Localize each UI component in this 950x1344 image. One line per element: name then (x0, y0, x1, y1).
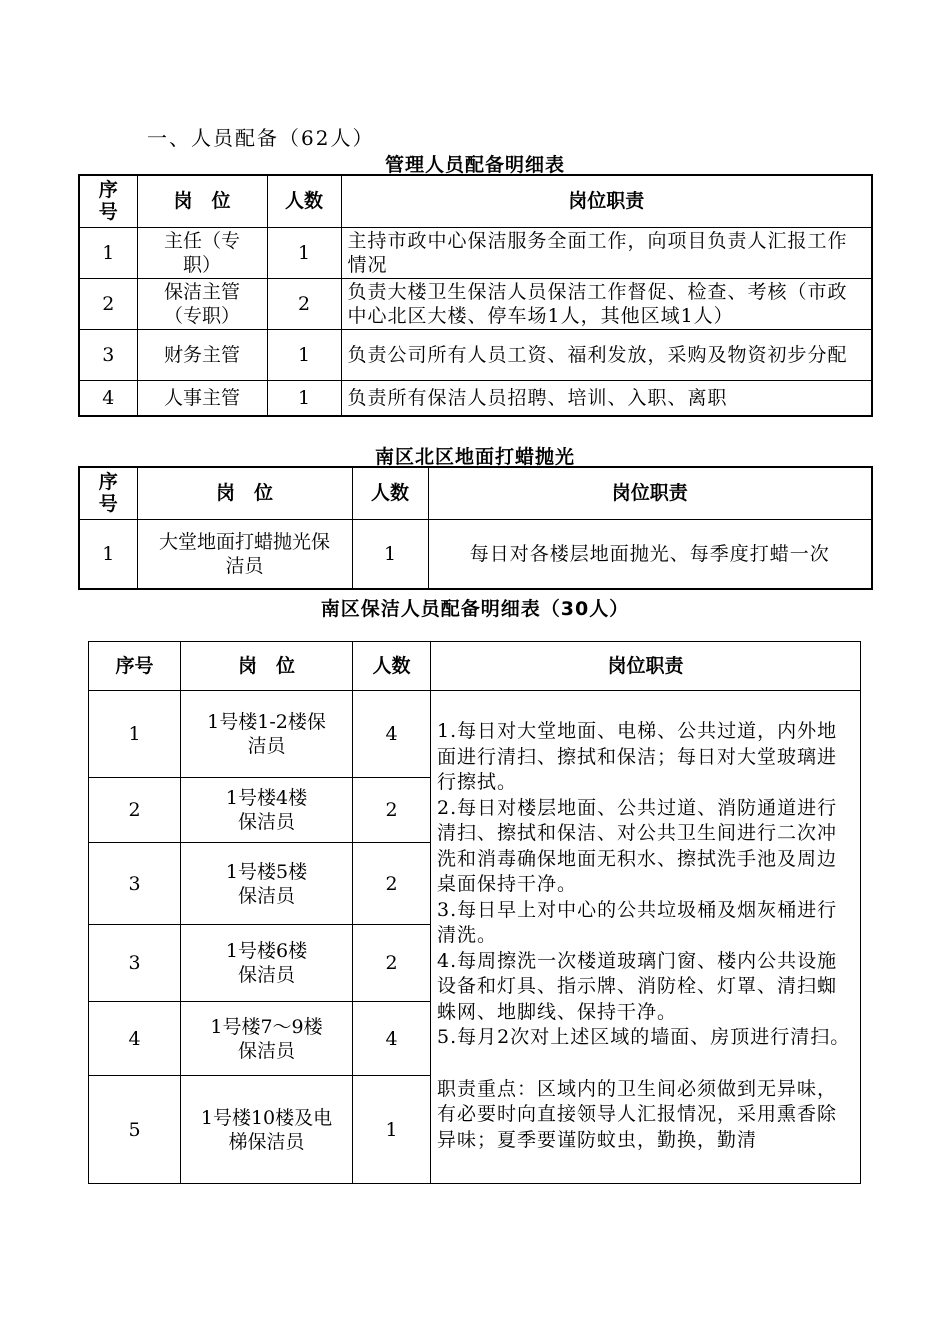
col-header-duty: 岗位职责 (341, 175, 872, 227)
cell-post: 1号楼5楼保洁员 (181, 843, 353, 925)
cell-post: 1号楼4楼保洁员 (181, 778, 353, 843)
cell-duty: 主持市政中心保洁服务全面工作，向项目负责人汇报工作情况 (341, 227, 872, 278)
cell-count: 1 (352, 519, 428, 589)
cell-no: 2 (79, 278, 137, 329)
table-row (79, 227, 872, 278)
cell-no: 4 (79, 380, 137, 416)
col-header-no: 序号 (89, 642, 181, 691)
duty-item: 1.每日对大堂地面、电梯、公共过道，内外地面进行清扫、擦拭和保洁；每日对大堂玻璃进行擦拭。 (437, 720, 838, 793)
section-heading: 一、人员配备（62人） (147, 126, 375, 150)
col-header-no: 序号 (79, 175, 137, 227)
south-cleaning-staff-table (88, 641, 861, 1184)
cell-post: 保洁主管（专职） (137, 278, 267, 329)
cell-count: 2 (353, 925, 431, 1002)
duty-item: 2.每日对楼层地面、公共过道、消防通道进行清扫、擦拭和保洁、对公共卫生间进行二次冲洗和消毒确保地面无积水、擦拭洗手池及周边桌面保持干净。 (437, 796, 838, 895)
table-row (79, 329, 872, 380)
cell-post: 财务主管 (137, 329, 267, 380)
duty-item: 5.每月2次对上述区域的墙面、房顶进行清扫。 (437, 1026, 851, 1048)
cell-count: 2 (353, 778, 431, 843)
cell-count: 2 (353, 843, 431, 925)
cell-post: 大堂地面打蜡抛光保洁员 (137, 519, 352, 589)
table-row (89, 691, 861, 778)
cell-no: 1 (79, 519, 137, 589)
cell-count: 4 (353, 1002, 431, 1076)
table3-title: 南区保洁人员配备明细表（30人） (320, 598, 630, 620)
duty-focus: 职责重点：区域内的卫生间必须做到无异味，有必要时向直接领导人汇报情况，采用熏香除异味；夏季要谨防蚊虫，勤换，勤清 (437, 1077, 838, 1151)
cell-no: 3 (89, 925, 181, 1002)
cell-no: 2 (89, 778, 181, 843)
duty-item: 3.每日早上对中心的公共垃圾桶及烟灰桶进行清洗。 (437, 898, 838, 946)
cell-no: 3 (79, 329, 137, 380)
table1-title: 管理人员配备明细表 (384, 154, 565, 176)
cell-no: 4 (89, 1002, 181, 1076)
cell-post: 1号楼1-2楼保洁员 (181, 691, 353, 778)
cell-count: 1 (267, 227, 341, 278)
col-header-count: 人数 (267, 175, 341, 227)
cell-post: 主任（专职） (137, 227, 267, 278)
table-row (79, 380, 872, 416)
table-row (79, 519, 872, 589)
col-header-count: 人数 (352, 467, 428, 519)
col-header-no: 序号 (79, 467, 137, 519)
cell-post: 人事主管 (137, 380, 267, 416)
table2-title: 南区北区地面打蜡抛光 (374, 446, 575, 468)
cell-duty: 负责大楼卫生保洁人员保洁工作督促、检查、考核（市政中心北区大楼、停车场1人，其他区域1人） (341, 278, 872, 329)
duty-cell (431, 691, 861, 1184)
col-header-duty: 岗位职责 (428, 467, 872, 519)
cell-count: 1 (353, 1076, 431, 1184)
col-header-post: 岗 位 (137, 175, 267, 227)
cell-post: 1号楼7～9楼保洁员 (181, 1002, 353, 1076)
cell-post: 1号楼6楼保洁员 (181, 925, 353, 1002)
cell-duty: 负责所有保洁人员招聘、培训、入职、离职 (341, 380, 872, 416)
cell-no: 1 (89, 691, 181, 778)
cell-count: 2 (267, 278, 341, 329)
cell-no: 5 (89, 1076, 181, 1184)
cell-duty: 每日对各楼层地面抛光、每季度打蜡一次 (428, 519, 872, 589)
cell-no: 1 (79, 227, 137, 278)
cell-count: 4 (353, 691, 431, 778)
cell-count: 1 (267, 380, 341, 416)
floor-waxing-table (78, 466, 873, 590)
cell-no: 3 (89, 843, 181, 925)
cell-post: 1号楼10楼及电梯保洁员 (181, 1076, 353, 1184)
col-header-post: 岗 位 (181, 642, 353, 691)
duty-item: 4.每周擦洗一次楼道玻璃门窗、楼内公共设施设备和灯具、指示牌、消防栓、灯罩、清扫蜘蛛网、地脚线、保持干净。 (437, 949, 838, 1023)
management-staff-table (78, 174, 873, 417)
table-row (79, 278, 872, 329)
cell-duty: 负责公司所有人员工资、福利发放，采购及物资初步分配 (341, 329, 872, 380)
col-header-count: 人数 (353, 642, 431, 691)
col-header-post: 岗 位 (137, 467, 352, 519)
col-header-duty: 岗位职责 (431, 642, 861, 691)
cell-count: 1 (267, 329, 341, 380)
